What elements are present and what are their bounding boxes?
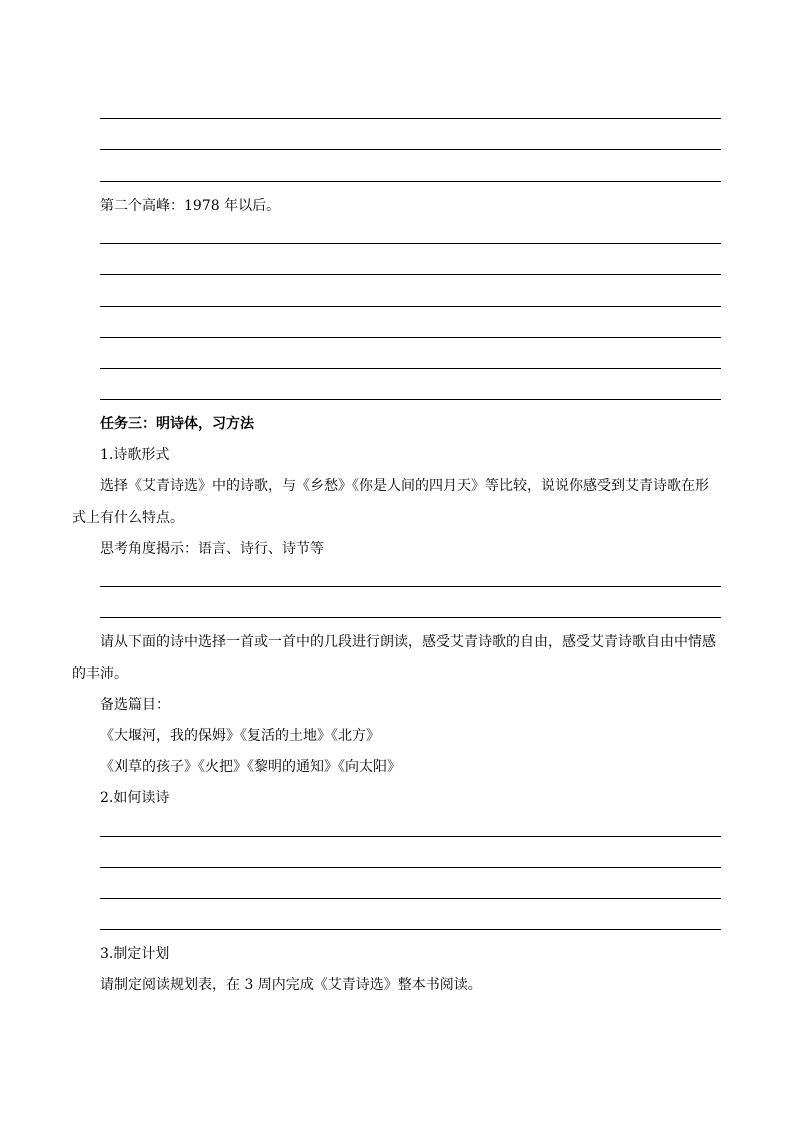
answer-line[interactable]	[100, 586, 721, 587]
answer-line[interactable]	[100, 243, 721, 244]
answer-line[interactable]	[100, 368, 721, 369]
answer-line[interactable]	[100, 836, 721, 837]
answer-line[interactable]	[100, 118, 721, 119]
item1-hint: 思考角度揭示：语言、诗行、诗节等	[100, 541, 324, 557]
task3-heading: 任务三：明诗体，习方法	[100, 416, 254, 432]
reading-line1: 请从下面的诗中选择一首或一首中的几段进行朗读，感受艾青诗歌的自由，感受艾青诗歌自由中情感	[100, 634, 716, 650]
answer-line[interactable]	[100, 929, 721, 930]
answer-line[interactable]	[100, 274, 721, 275]
item1-prompt-line1: 选择《艾青诗选》中的诗歌，与《乡愁》《你是人间的四月天》等比较，说说你感受到艾青诗歌在形	[100, 478, 709, 494]
answer-line[interactable]	[100, 867, 721, 868]
item1-title: 1.诗歌形式	[100, 447, 170, 463]
item2-title: 2.如何读诗	[100, 790, 170, 806]
answer-line[interactable]	[100, 399, 721, 400]
item1-prompt-line2: 式上有什么特点。	[72, 510, 184, 526]
reading-poems-line2: 《刈草的孩子》《火把》《黎明的通知》《向太阳》	[100, 759, 401, 775]
answer-line[interactable]	[100, 181, 721, 182]
item3-text: 请制定阅读规划表，在 3 周内完成《艾青诗选》整本书阅读。	[100, 977, 482, 993]
answer-line[interactable]	[100, 337, 721, 338]
peak2-label: 第二个高峰：1978 年以后。	[100, 198, 281, 214]
answer-line[interactable]	[100, 149, 721, 150]
reading-options-label: 备选篇目：	[100, 697, 170, 713]
reading-line2: 的丰沛。	[72, 666, 128, 682]
answer-line[interactable]	[100, 306, 721, 307]
answer-line[interactable]	[100, 617, 721, 618]
item3-title: 3.制定计划	[100, 946, 170, 962]
answer-line[interactable]	[100, 898, 721, 899]
reading-poems-line1: 《大堰河，我的保姆》《复活的土地》《北方》	[100, 728, 380, 744]
